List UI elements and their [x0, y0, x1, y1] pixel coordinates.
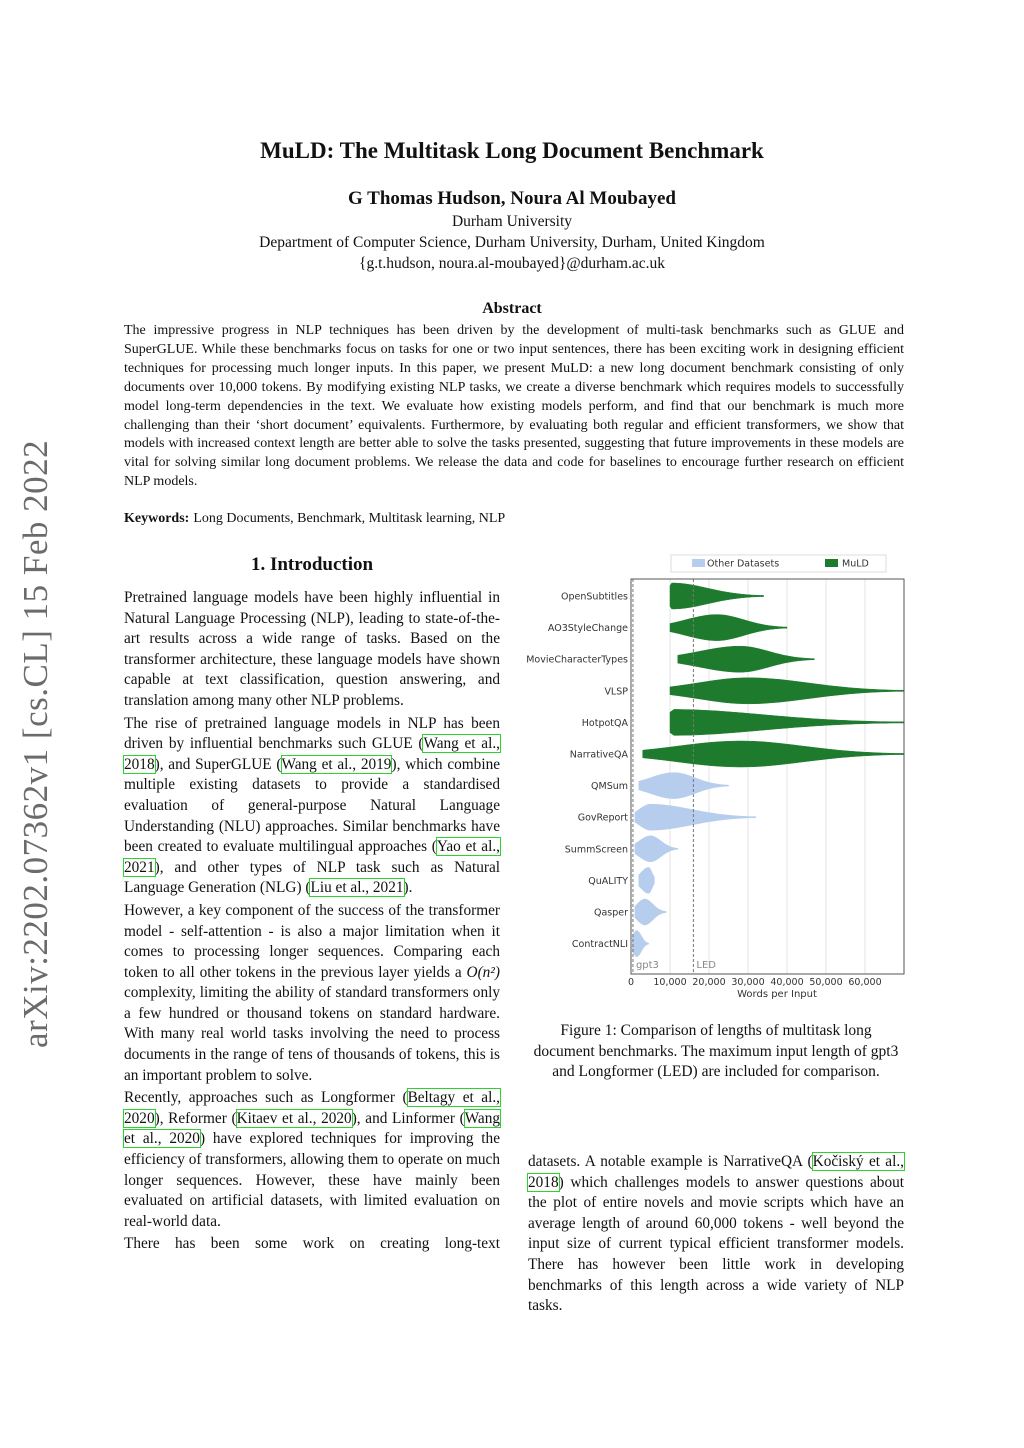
text: datasets. A notable example is NarrativeQA (: [528, 1153, 813, 1170]
right-column: [528, 1152, 904, 1319]
citation-wang-2020[interactable]: Wang et al., 2020: [124, 1109, 500, 1148]
arxiv-identifier: arXiv:2202.07362v1 [cs.CL] 15 Feb 2022: [16, 439, 55, 1048]
category-label-QuALITY: QuALITY: [588, 875, 628, 887]
keywords-label: Keywords:: [124, 511, 190, 526]
category-label-MovieCharacterTypes: MovieCharacterTypes: [526, 654, 628, 666]
category-label-GovReport: GovReport: [577, 812, 628, 824]
chart-category-labels: [526, 592, 628, 951]
affiliation-university: Durham University: [451, 213, 573, 230]
figure-caption: Figure 1: Comparison of lengths of multitask long document benchmarks. The maximum input length of gpt3 and Longformer (LED) are included for comparison.: [533, 1022, 899, 1081]
x-tick-label-50000: 50,000: [809, 977, 843, 988]
affiliation-emails: {g.t.hudson, noura.al-moubayed}@durham.ac.uk: [359, 255, 665, 272]
x-tick-label-10000: 10,000: [653, 977, 687, 988]
abstract-text: The impressive progress in NLP techniques has been driven by the development of multi-task benchmarks such as GLUE and SuperGLUE. While these benchmarks focus on tasks for one or two input sentences, there has been exciting work in designing efficient techniques for processing much longer inputs. In this paper, we present MuLD: a new long document benchmark consisting of only documents over 10,000 tokens. By modifying existing NLP tasks, we create a diverse benchmark which requires models to successfully model long-term dependencies in the text. We evaluate how existing models perform, and find that our benchmark is much more challenging than their ‘short document’ equivalents. Furthermore, by evaluating both regular and efficient transformers, we show that models with increased context length are better able to solve the tasks presented, suggesting that future improvements in these models are vital for solving similar long document problems. We release the data and code for baselines to encourage further research on efficient NLP models.: [124, 323, 904, 490]
citation-wang-2019[interactable]: Wang et al., 2019: [281, 755, 392, 773]
text: ) which challenges models to answer questions about the plot of entire novels and movie scripts which have an average length of around 60,000 tokens - well beyond the input size of current typical efficient transformer models. There has however been little work in developing benchmarks of this length across a wide variety of NLP tasks.: [528, 1173, 904, 1315]
reference-label-LED: LED: [696, 960, 716, 971]
category-label-AO3StyleChange: AO3StyleChange: [547, 623, 628, 635]
category-label-HotpotQA: HotpotQA: [581, 717, 628, 729]
citation-wang-2018[interactable]: Wang et al., 2018: [124, 735, 500, 773]
text: ), and Linformer (: [351, 1109, 465, 1127]
text: The rise of pretrained language models in NLP has been driven by influential benchmarks such GLUE (: [124, 714, 500, 753]
text: However, a key component of the success of the transformer model - self-attention - is also a major limitation when it comes to processing longer sequences. Comparing each token to all other tokens in the previous layer yields a: [124, 901, 500, 981]
x-tick-label-60000: 60,000: [848, 977, 882, 988]
category-label-OpenSubtitles: OpenSubtitles: [561, 591, 628, 603]
citation-beltagy-2020[interactable]: Beltagy et al., 2020: [124, 1089, 500, 1127]
citation-liu-2021[interactable]: Liu et al., 2021: [310, 879, 404, 897]
paper-authors: G Thomas Hudson, Noura Al Moubayed: [347, 188, 676, 209]
text: ), and SuperGLUE (: [154, 755, 282, 773]
complexity-formula: O(n²): [466, 963, 500, 981]
x-tick-label-30000: 30,000: [731, 977, 765, 988]
text: ), and other types of NLP task such as Natural Language Generation (NLG) (: [124, 858, 500, 897]
keywords: [124, 511, 505, 527]
reference-label-gpt3: gpt3: [635, 960, 659, 971]
text: ).: [403, 879, 413, 897]
legend-swatch-other: [692, 559, 705, 567]
chart-legend: [671, 555, 886, 572]
abstract-heading: Abstract: [482, 300, 542, 317]
category-label-SummScreen: SummScreen: [564, 844, 628, 856]
legend-label-muld: MuLD: [842, 558, 869, 570]
category-label-QMSum: QMSum: [591, 781, 628, 793]
text: ) have explored techniques for improving the efficiency of transformers, allowing them to operate on much longer sequences. However, these have mainly been evaluated on artificial datasets, with limited evaluation on real-world data.: [124, 1130, 500, 1230]
category-label-Qasper: Qasper: [593, 907, 628, 919]
text: ), Reformer (: [154, 1109, 237, 1127]
citation-kocisky-2018[interactable]: Kočiský et al., 2018: [528, 1153, 904, 1191]
left-column: [124, 588, 500, 1257]
legend-swatch-muld: [825, 559, 838, 567]
x-tick-label-0: 0: [627, 977, 635, 988]
affiliation-department: Department of Computer Science, Durham University, Durham, United Kingdom: [259, 234, 765, 251]
legend-label-other: Other Datasets: [707, 558, 780, 570]
x-tick-label-20000: 20,000: [692, 977, 726, 988]
paragraph-4: [124, 1088, 500, 1232]
x-tick-label-40000: 40,000: [770, 977, 804, 988]
paragraph-5: There has been some work on creating long-text: [124, 1235, 500, 1253]
category-label-NarrativeQA: NarrativeQA: [569, 749, 628, 761]
x-axis-label: Words per Input: [737, 989, 817, 1000]
paragraph-2: [124, 714, 500, 899]
chart-violins: [632, 583, 904, 957]
section-heading-introduction: 1. Introduction: [250, 554, 374, 575]
text: Recently, approaches such as Longformer (: [124, 1089, 408, 1107]
citation-yao-2021[interactable]: Yao et al., 2021: [124, 838, 500, 876]
category-label-VLSP: VLSP: [604, 686, 628, 698]
paragraph-6: [528, 1152, 904, 1317]
citation-kitaev-2020[interactable]: Kitaev et al., 2020: [236, 1109, 352, 1127]
figure-1-violin-chart: [520, 550, 912, 1004]
paper-title: MuLD: The Multitask Long Document Benchmark: [260, 138, 764, 163]
paragraph-3: [124, 901, 500, 1086]
keywords-text: Long Documents, Benchmark, Multitask learning, NLP: [193, 511, 506, 526]
chart-x-tick-labels: [628, 977, 882, 988]
text: ), which combine multiple existing datasets to provide a standardised evaluation of general-purpose Natural Language Understanding (NLU) approaches. Similar benchmarks have been created to evaluate multilingual approaches (: [124, 755, 501, 856]
category-label-ContractNLI: ContractNLI: [571, 939, 628, 951]
text: complexity, limiting the ability of standard transformers only a few hundred or thousand tokens on standard hardware. With many real world tasks involving the need to process documents in the range of tens of thousands of tokens, this is an important problem to solve.: [124, 984, 500, 1084]
paragraph-1: Pretrained language models have been highly influential in Natural Language Processing (NLP), leading to state-of-the-art results across a wide range of tasks. Based on the transformer architecture, these language models have shown capable at text classification, question answering, and translation among many other NLP problems.: [124, 589, 500, 709]
